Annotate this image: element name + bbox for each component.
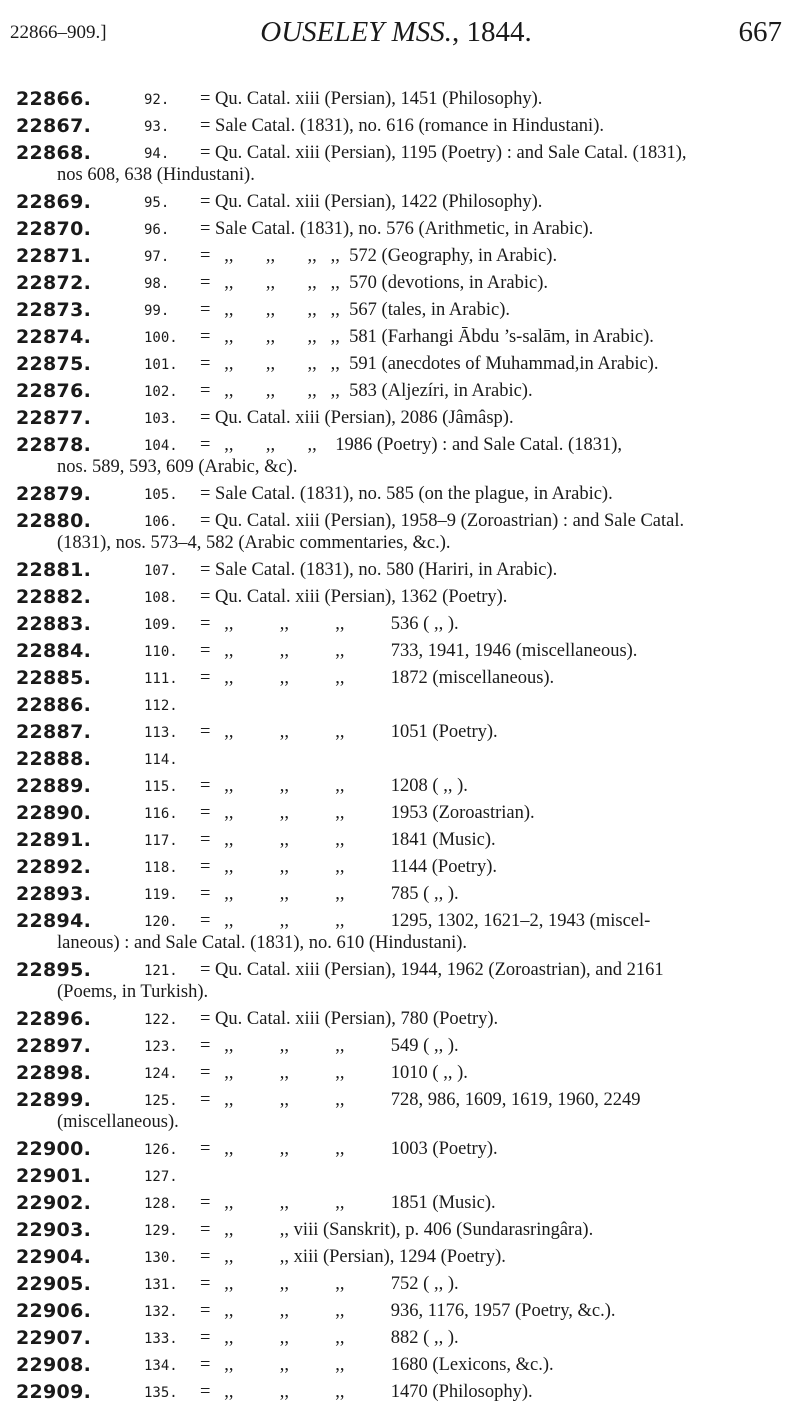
collection-year: , 1844. [451, 16, 532, 48]
catalogue-entry [0, 299, 800, 321]
catalogue-entry [0, 640, 800, 662]
entry-number: 22877. [16, 407, 92, 429]
manuscript-ref: 94. [144, 146, 170, 162]
manuscript-ref: 106. [144, 514, 178, 530]
manuscript-ref: 103. [144, 411, 178, 427]
manuscript-ref: 121. [144, 963, 178, 979]
catalogue-entry [0, 1219, 800, 1241]
entry-number: 22895. [16, 959, 92, 981]
entry-description: = ,, ,, ,, 1986 (Poetry) : and Sale Catal. (1831), [200, 435, 622, 455]
entry-list [0, 88, 800, 1408]
catalogue-entry [0, 802, 800, 824]
manuscript-ref: 108. [144, 590, 178, 606]
catalogue-entry [0, 115, 800, 137]
entry-number: 22874. [16, 326, 92, 348]
entry-number: 22880. [16, 510, 92, 532]
manuscript-ref: 95. [144, 195, 170, 211]
entry-number: 22868. [16, 142, 92, 164]
manuscript-ref: 120. [144, 914, 178, 930]
entry-number: 22892. [16, 856, 92, 878]
entry-description: = ,, ,, ,, ,, 567 (tales, in Arabic). [200, 300, 510, 320]
manuscript-ref: 102. [144, 384, 178, 400]
entry-number: 22870. [16, 218, 92, 240]
catalogue-entry [0, 1008, 800, 1030]
entry-description: = Qu. Catal. xiii (Persian), 1362 (Poetry). [200, 587, 508, 607]
entry-description: = ,, ,, ,, 1851 (Music). [200, 1193, 496, 1213]
catalogue-entry [0, 959, 800, 1003]
page-title [10, 16, 782, 49]
catalogue-entry [0, 1192, 800, 1214]
entry-description: = ,, ,, ,, 728, 986, 1609, 1619, 1960, 2249 [200, 1090, 641, 1110]
entry-description: = Qu. Catal. xiii (Persian), 780 (Poetry). [200, 1009, 499, 1029]
entry-description: = ,, ,, ,, 1953 (Zoroastrian). [200, 803, 535, 823]
entry-number: 22902. [16, 1192, 92, 1214]
manuscript-ref: 130. [144, 1250, 178, 1266]
entry-number: 22869. [16, 191, 92, 213]
entry-description: = ,, ,, ,, 785 ( ,, ). [200, 884, 459, 904]
entry-number: 22897. [16, 1035, 92, 1057]
entry-description: = Sale Catal. (1831), no. 585 (on the plague, in Arabic). [200, 484, 613, 504]
entry-number: 22867. [16, 115, 92, 137]
entry-description: = Sale Catal. (1831), no. 616 (romance in Hindustani). [200, 116, 604, 136]
manuscript-ref: 119. [144, 887, 178, 903]
manuscript-ref: 124. [144, 1066, 178, 1082]
catalogue-entry [0, 559, 800, 581]
entry-description: = Qu. Catal. xiii (Persian), 1451 (Philosophy). [200, 89, 543, 109]
entry-description: = ,, ,, ,, 1841 (Music). [200, 830, 496, 850]
manuscript-ref: 131. [144, 1277, 178, 1293]
entry-description: = ,, ,, ,, 733, 1941, 1946 (miscellaneous). [200, 641, 638, 661]
entry-number: 22866. [16, 88, 92, 110]
entry-number: 22872. [16, 272, 92, 294]
entry-description: = ,, ,, ,, ,, 583 (Aljezíri, in Arabic). [200, 381, 533, 401]
manuscript-ref: 98. [144, 276, 170, 292]
catalogue-entry [0, 1062, 800, 1084]
manuscript-ref: 135. [144, 1385, 178, 1401]
manuscript-ref: 107. [144, 563, 178, 579]
manuscript-ref: 97. [144, 249, 170, 265]
entry-number: 22882. [16, 586, 92, 608]
entry-description: = ,, ,, ,, ,, 591 (anecdotes of Muhammad,in Arabic). [200, 354, 659, 374]
catalogue-entry [0, 88, 800, 110]
catalogue-entry [0, 910, 800, 954]
catalogue-entry [0, 245, 800, 267]
manuscript-ref: 113. [144, 725, 178, 741]
catalogue-entry [0, 380, 800, 402]
entry-continuation: (miscellaneous). [57, 1112, 179, 1132]
manuscript-ref: 129. [144, 1223, 178, 1239]
entry-description: = ,, ,, ,, 1051 (Poetry). [200, 722, 498, 742]
entry-number: 22873. [16, 299, 92, 321]
manuscript-ref: 133. [144, 1331, 178, 1347]
catalogue-entry [0, 1246, 800, 1268]
entry-number: 22875. [16, 353, 92, 375]
entry-continuation: (Poems, in Turkish). [57, 982, 209, 1002]
entry-description: = Qu. Catal. xiii (Persian), 2086 (Jâmâsp). [200, 408, 514, 428]
manuscript-ref: 92. [144, 92, 170, 108]
manuscript-ref: 128. [144, 1196, 178, 1212]
manuscript-ref: 110. [144, 644, 178, 660]
manuscript-ref: 101. [144, 357, 178, 373]
entry-number: 22905. [16, 1273, 92, 1295]
manuscript-ref: 122. [144, 1012, 178, 1028]
entry-description: = ,, ,, xiii (Persian), 1294 (Poetry). [200, 1247, 506, 1267]
catalogue-entry [0, 326, 800, 348]
entry-continuation: laneous) : and Sale Catal. (1831), no. 610 (Hindustani). [57, 933, 467, 953]
entry-description: = Sale Catal. (1831), no. 576 (Arithmetic, in Arabic). [200, 219, 594, 239]
manuscript-ref: 115. [144, 779, 178, 795]
entry-description: = ,, ,, viii (Sanskrit), p. 406 (Sundarasringâra). [200, 1220, 594, 1240]
manuscript-ref: 105. [144, 487, 178, 503]
catalogue-entry [0, 434, 800, 478]
entry-description: = Sale Catal. (1831), no. 580 (Hariri, in Arabic). [200, 560, 558, 580]
entry-number: 22881. [16, 559, 92, 581]
entry-number: 22885. [16, 667, 92, 689]
manuscript-ref: 127. [144, 1169, 178, 1185]
entry-number: 22883. [16, 613, 92, 635]
entry-description: = ,, ,, ,, 752 ( ,, ). [200, 1274, 459, 1294]
entry-number: 22891. [16, 829, 92, 851]
entry-number: 22871. [16, 245, 92, 267]
catalogue-entry [0, 483, 800, 505]
catalogue-entry [0, 353, 800, 375]
catalogue-entry [0, 191, 800, 213]
entry-description: = ,, ,, ,, 1470 (Philosophy). [200, 1382, 533, 1402]
entry-description: = ,, ,, ,, 536 ( ,, ). [200, 614, 459, 634]
entry-description: = ,, ,, ,, 1208 ( ,, ). [200, 776, 468, 796]
entry-description: = Qu. Catal. xiii (Persian), 1195 (Poetry) : and Sale Catal. (1831), [200, 143, 687, 163]
catalogue-entry [0, 748, 800, 770]
entry-number: 22889. [16, 775, 92, 797]
collection-title: OUSELEY MSS. [260, 16, 452, 48]
entry-description: = ,, ,, ,, ,, 572 (Geography, in Arabic). [200, 246, 558, 266]
entry-number: 22878. [16, 434, 92, 456]
catalogue-entry [0, 667, 800, 689]
entry-number: 22907. [16, 1327, 92, 1349]
entry-description: = ,, ,, ,, 1680 (Lexicons, &c.). [200, 1355, 554, 1375]
manuscript-ref: 111. [144, 671, 178, 687]
manuscript-ref: 118. [144, 860, 178, 876]
entry-description: = ,, ,, ,, ,, 581 (Farhangi Ābdu ’s-salām, in Arabic). [200, 327, 654, 347]
catalogue-entry [0, 1138, 800, 1160]
manuscript-ref: 132. [144, 1304, 178, 1320]
entry-continuation: nos 608, 638 (Hindustani). [57, 165, 255, 185]
catalogue-entry [0, 1381, 800, 1403]
entry-description: = ,, ,, ,, 1003 (Poetry). [200, 1139, 498, 1159]
catalogue-entry [0, 1089, 800, 1133]
manuscript-ref: 112. [144, 698, 178, 714]
entry-number: 22909. [16, 1381, 92, 1403]
manuscript-ref: 116. [144, 806, 178, 822]
catalogue-entry [0, 272, 800, 294]
manuscript-ref: 117. [144, 833, 178, 849]
entry-number: 22898. [16, 1062, 92, 1084]
running-head [10, 16, 782, 56]
entry-number: 22899. [16, 1089, 92, 1111]
entry-number: 22886. [16, 694, 92, 716]
manuscript-ref: 126. [144, 1142, 178, 1158]
manuscript-ref: 104. [144, 438, 178, 454]
catalogue-entry [0, 218, 800, 240]
entry-description: = Qu. Catal. xiii (Persian), 1958–9 (Zoroastrian) : and Sale Catal. [200, 511, 685, 531]
manuscript-ref: 123. [144, 1039, 178, 1055]
manuscript-ref: 134. [144, 1358, 178, 1374]
catalogue-entry [0, 1327, 800, 1349]
catalogue-entry [0, 1035, 800, 1057]
manuscript-ref: 93. [144, 119, 170, 135]
entry-description: = ,, ,, ,, 1010 ( ,, ). [200, 1063, 468, 1083]
entry-number: 22893. [16, 883, 92, 905]
catalogue-entry [0, 1300, 800, 1322]
catalogue-entry [0, 613, 800, 635]
catalogue-entry [0, 856, 800, 878]
catalogue-entry [0, 1273, 800, 1295]
catalogue-entry [0, 1165, 800, 1187]
entry-description: = ,, ,, ,, 549 ( ,, ). [200, 1036, 459, 1056]
entry-continuation: (1831), nos. 573–4, 582 (Arabic commentaries, &c.). [57, 533, 451, 553]
entry-number: 22888. [16, 748, 92, 770]
manuscript-ref: 100. [144, 330, 178, 346]
catalogue-entry [0, 407, 800, 429]
catalogue-entry [0, 694, 800, 716]
manuscript-ref: 114. [144, 752, 178, 768]
catalogue-entry [0, 721, 800, 743]
entry-number: 22904. [16, 1246, 92, 1268]
entry-number: 22894. [16, 910, 92, 932]
entry-number: 22884. [16, 640, 92, 662]
entry-number: 22903. [16, 1219, 92, 1241]
catalogue-entry [0, 586, 800, 608]
entry-number: 22900. [16, 1138, 92, 1160]
catalogue-entry [0, 775, 800, 797]
entry-continuation: nos. 589, 593, 609 (Arabic, &c). [57, 457, 298, 477]
entry-number: 22890. [16, 802, 92, 824]
entry-description: = ,, ,, ,, 1295, 1302, 1621–2, 1943 (miscel- [200, 911, 651, 931]
manuscript-ref: 96. [144, 222, 170, 238]
catalogue-entry [0, 883, 800, 905]
manuscript-ref: 99. [144, 303, 170, 319]
catalogue-entry [0, 829, 800, 851]
entry-number: 22901. [16, 1165, 92, 1187]
entry-number: 22876. [16, 380, 92, 402]
entry-description: = Qu. Catal. xiii (Persian), 1422 (Philosophy). [200, 192, 543, 212]
entry-number: 22908. [16, 1354, 92, 1376]
entry-description: = ,, ,, ,, 936, 1176, 1957 (Poetry, &c.). [200, 1301, 616, 1321]
entry-description: = Qu. Catal. xiii (Persian), 1944, 1962 (Zoroastrian), and 2161 [200, 960, 664, 980]
catalogue-entry [0, 142, 800, 186]
entry-number: 22906. [16, 1300, 92, 1322]
entry-description: = ,, ,, ,, 1872 (miscellaneous). [200, 668, 555, 688]
manuscript-ref: 109. [144, 617, 178, 633]
page-number: 667 [738, 16, 782, 48]
manuscript-ref: 125. [144, 1093, 178, 1109]
entry-number: 22879. [16, 483, 92, 505]
entry-description: = ,, ,, ,, 1144 (Poetry). [200, 857, 497, 877]
entry-description: = ,, ,, ,, ,, 570 (devotions, in Arabic). [200, 273, 549, 293]
catalogue-entry [0, 510, 800, 554]
entry-number: 22896. [16, 1008, 92, 1030]
catalogue-entry [0, 1354, 800, 1376]
entry-range: 22866–909.] [10, 22, 107, 43]
entry-number: 22887. [16, 721, 92, 743]
entry-description: = ,, ,, ,, 882 ( ,, ). [200, 1328, 459, 1348]
